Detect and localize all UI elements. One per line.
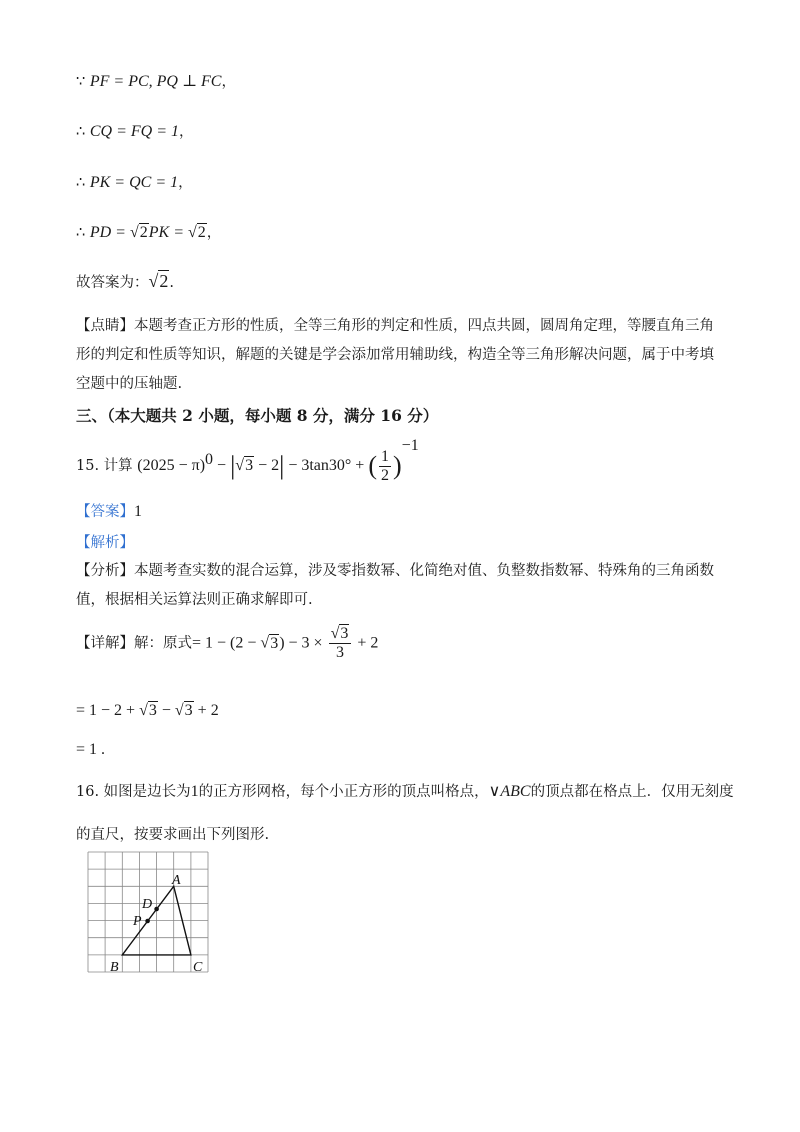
q15-answer: 【答案】1 [76,503,142,520]
point-d [154,907,159,912]
step-2-math: CQ = FQ = 1 [89,123,179,140]
step-4: ∴ PD = √2PK = √2， [76,224,222,241]
label-c: C [193,960,203,975]
therefore-symbol: ∴ [76,225,86,241]
q16-question-line-2: 的直尺，按要求画出下列图形. [76,827,270,843]
section-3-title: 三、（本大题共 2 小题，每小题 8 分，满分 16 分） [76,406,439,425]
point-p [145,919,150,924]
answer-14: 故答案为：√2. [76,271,174,291]
step-2: ∴ CQ = FQ = 1， [76,123,194,140]
step-1: ∵ PF = PC, PQ ⊥ FC， [76,73,236,90]
grid-figure [82,846,222,986]
label-b: B [110,960,119,975]
q15-step-2: = 1 − 2 + √3 − √3 + 2 [76,702,219,719]
because-symbol: ∵ [76,74,86,90]
q15-fenxi: 【分析】本题考查实数的混合运算，涉及零指数幂、化简绝对值、负整数指数幂、特殊角的三角函数值，根据相关运算法则正确求解即可. [76,563,714,608]
q15-question: 15. 计算 $(2025 - \pi)^0 - |√3 - 2| - 3\tan 30^\circ$ + ( $\frac{1}{2}$ )$^{-1}$ [76,437,419,484]
step-3: ∴ PK = QC = 1， [76,174,193,191]
q15-xiangjie: 【详解】解：原式= 1 − (2 − √3) − 3 × $\frac{√3}{3}$ + 2 [76,625,379,661]
fraction-half: $\frac{1}{2}$ [381,447,389,484]
q15-step-3: = 1 . [76,741,106,758]
label-a: A [172,873,181,888]
step-1-math: PF = PC, PQ ⊥ FC [89,73,222,90]
q15-jiexi: 【解析】 [76,535,134,551]
fraction-root3-over-3: $\frac{√3}{3}$ [329,625,352,662]
triangle-abc-label: ∨ABC [488,783,531,800]
therefore-symbol: ∴ [76,124,86,140]
label-d: D [142,897,153,912]
step-3-math: PK = QC = 1 [89,174,179,191]
dianjing-paragraph: 【点睛】本题考查正方形的性质，全等三角形的判定和性质，四点共圆，圆周角定理，等腰直角三角形的判定和性质等知识，解题的关键是学会添加常用辅助线，构造全等三角形解决问题，属于中考填空题中的压轴题. [76,318,714,392]
label-p: P [133,914,142,929]
therefore-symbol: ∴ [76,175,86,191]
q16-question-line-1: 16. 如图是边长为1的正方形网格，每个小正方形的顶点叫格点，∨ABC的顶点都在格点上．仅用无刻度 [76,783,734,800]
